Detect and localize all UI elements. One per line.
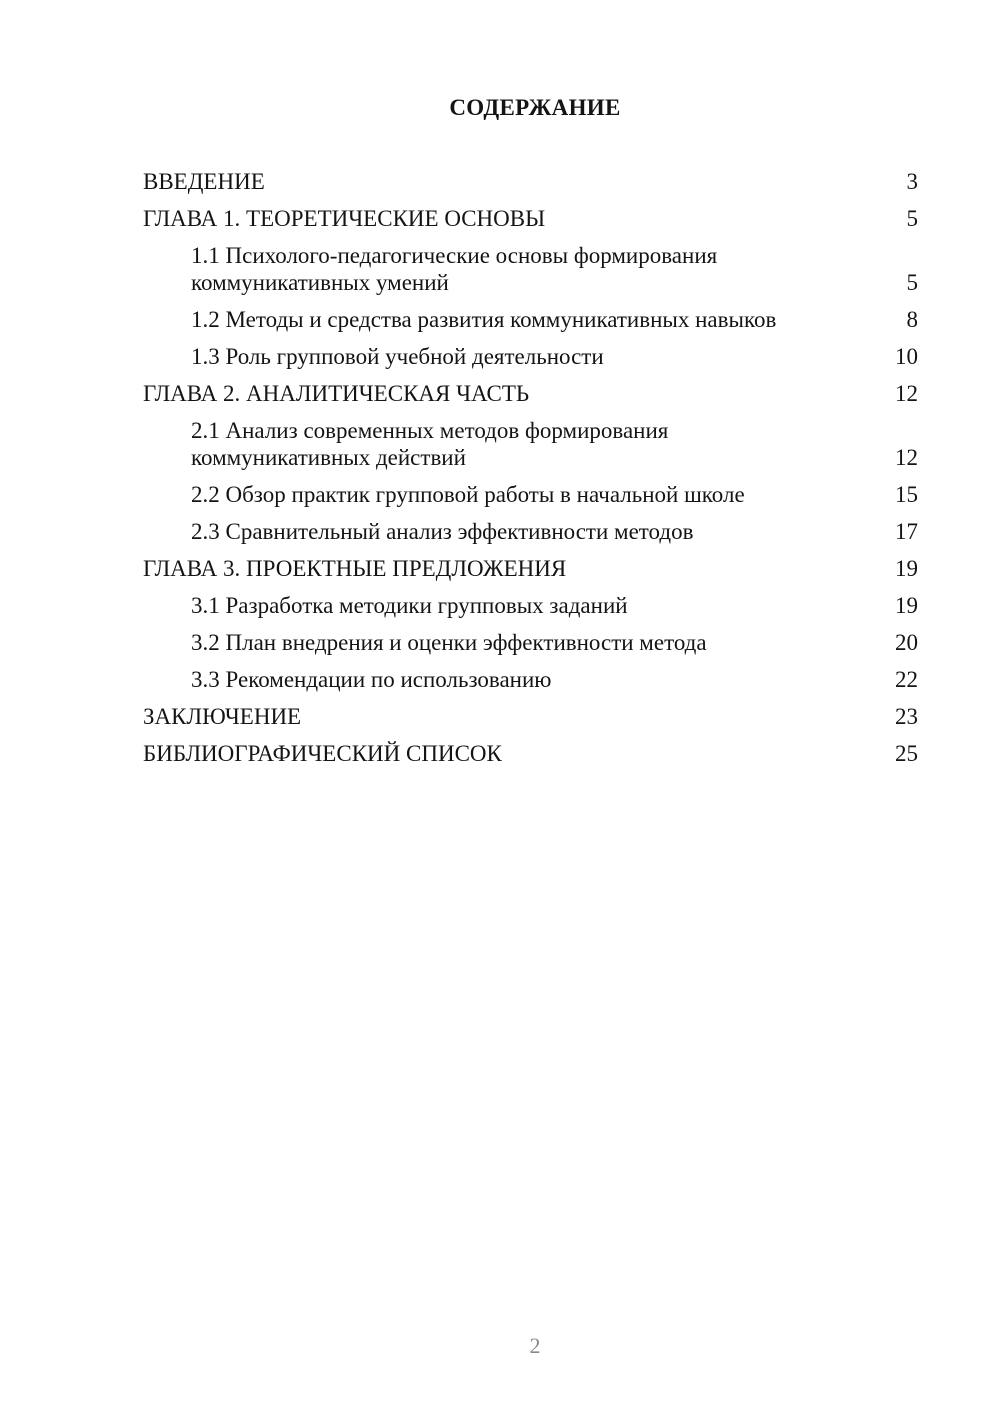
page-title: СОДЕРЖАНИЕ: [449, 95, 621, 120]
toc-subentry-title: 2.1 Анализ современных методов формирования коммуникативных действий: [191, 418, 669, 470]
toc-subentry-page: 15: [895, 482, 918, 507]
toc-entry: [143, 205, 918, 232]
toc-subentry-title: 1.1 Психолого-педагогические основы формирования коммуникативных умений: [191, 243, 718, 295]
toc-subentry: [143, 592, 918, 619]
table-of-contents: [143, 168, 918, 777]
toc-subentry-page: 17: [895, 519, 918, 544]
toc-entry-page: 3: [906, 169, 918, 194]
toc-subentry: [143, 343, 918, 370]
page-number: 2: [529, 1333, 541, 1358]
toc-subentry-title: 2.2 Обзор практик групповой работы в начальной школе: [191, 482, 745, 507]
toc-subentry: [143, 629, 918, 656]
toc-entry-page: 12: [895, 381, 918, 406]
toc-subentry-page: 8: [906, 307, 918, 332]
toc-subentry-page: 20: [895, 630, 918, 655]
toc-subentry-page: 22: [895, 667, 918, 692]
toc-entry-page: 5: [906, 206, 918, 231]
toc-subentry: [143, 481, 918, 508]
toc-subentry-title: 3.3 Рекомендации по использованию: [191, 667, 552, 692]
toc-subentry-title: 1.3 Роль групповой учебной деятельности: [191, 344, 604, 369]
toc-entry-title: ГЛАВА 3. ПРОЕКТНЫЕ ПРЕДЛОЖЕНИЯ: [143, 556, 567, 581]
toc-subentry-title: 3.1 Разработка методики групповых заданий: [191, 593, 628, 618]
toc-subentry: [143, 306, 918, 333]
toc-entry: [143, 555, 918, 582]
toc-entry: [143, 380, 918, 407]
toc-entry-title: ГЛАВА 1. ТЕОРЕТИЧЕСКИЕ ОСНОВЫ: [143, 206, 546, 231]
toc-subentry: [143, 518, 918, 545]
toc-subentry-title: 2.3 Сравнительный анализ эффективности методов: [191, 519, 694, 544]
toc-subentry: [143, 417, 918, 471]
toc-subentry: [143, 666, 918, 693]
toc-entry: [143, 168, 918, 195]
toc-entry: [143, 740, 918, 767]
toc-entry-page: 25: [895, 741, 918, 766]
toc-entry: [143, 703, 918, 730]
toc-entry-page: 23: [895, 704, 918, 729]
toc-entry-title: БИБЛИОГРАФИЧЕСКИЙ СПИСОК: [143, 741, 502, 766]
toc-subentry-page: 12: [895, 445, 918, 470]
toc-subentry-page: 19: [895, 593, 918, 618]
toc-subentry-page: 10: [895, 344, 918, 369]
toc-entry-page: 19: [895, 556, 918, 581]
toc-subentry-title: 1.2 Методы и средства развития коммуникативных навыков: [191, 307, 777, 332]
toc-entry-title: ГЛАВА 2. АНАЛИТИЧЕСКАЯ ЧАСТЬ: [143, 381, 530, 406]
toc-subentry-title: 3.2 План внедрения и оценки эффективности метода: [191, 630, 707, 655]
toc-entry-title: ЗАКЛЮЧЕНИЕ: [143, 704, 302, 729]
toc-entry-title: ВВЕДЕНИЕ: [143, 169, 265, 194]
toc-subentry-page: 5: [906, 270, 918, 295]
toc-subentry: [143, 242, 918, 296]
